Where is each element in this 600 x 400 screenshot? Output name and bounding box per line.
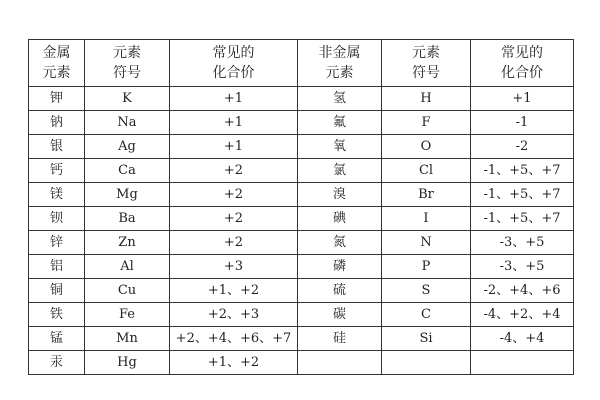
nonmetal-name-cell: 氯 (298, 159, 382, 183)
metal-name-cell: 镁 (29, 183, 85, 207)
nonmetal-symbol-cell: N (382, 231, 471, 255)
nonmetal-name-cell: 氧 (298, 135, 382, 159)
nonmetal-valence-cell: -1、+5、+7 (471, 183, 574, 207)
nonmetal-valence-cell: -1、+5、+7 (471, 159, 574, 183)
nonmetal-symbol-cell: S (382, 279, 471, 303)
metal-name-cell: 铜 (29, 279, 85, 303)
header-symbol-line-2: 符号 (113, 65, 141, 81)
header-nonmetal-valence-line-2: 化合价 (501, 65, 543, 81)
metal-name-cell: 钡 (29, 207, 85, 231)
nonmetal-name-cell (298, 351, 382, 375)
nonmetal-valence-cell: -2、+4、+6 (471, 279, 574, 303)
header-symbol-line-1: 元素 (113, 45, 141, 61)
metal-valence-cell: +1、+2 (170, 279, 298, 303)
table-row (29, 135, 574, 159)
metal-name-cell: 钙 (29, 159, 85, 183)
nonmetal-valence-cell (471, 351, 574, 375)
nonmetal-symbol-cell: I (382, 207, 471, 231)
table-row (29, 159, 574, 183)
metal-name-cell: 银 (29, 135, 85, 159)
nonmetal-symbol-cell: O (382, 135, 471, 159)
header-metal-symbol (85, 40, 170, 87)
header-metal-element (29, 40, 85, 87)
nonmetal-name-cell: 溴 (298, 183, 382, 207)
valence-table-body (29, 40, 574, 375)
metal-name-cell: 锌 (29, 231, 85, 255)
metal-valence-cell: +2 (170, 159, 298, 183)
nonmetal-symbol-cell: F (382, 111, 471, 135)
nonmetal-valence-cell: -1、+5、+7 (471, 207, 574, 231)
nonmetal-valence-cell: -4、+2、+4 (471, 303, 574, 327)
table-row (29, 207, 574, 231)
nonmetal-symbol-cell: Si (382, 327, 471, 351)
metal-symbol-cell: Zn (85, 231, 170, 255)
header-nonmetal-line-1: 非金属 (318, 45, 361, 61)
metal-name-cell: 钠 (29, 111, 85, 135)
metal-valence-cell: +1、+2 (170, 351, 298, 375)
metal-name-cell: 汞 (29, 351, 85, 375)
nonmetal-name-cell: 硫 (298, 279, 382, 303)
metal-valence-cell: +3 (170, 255, 298, 279)
metal-symbol-cell: Mg (85, 183, 170, 207)
header-row (29, 40, 574, 87)
header-nonmetal-symbol (382, 40, 471, 87)
nonmetal-symbol-cell: H (382, 87, 471, 111)
nonmetal-name-cell: 碳 (298, 303, 382, 327)
metal-symbol-cell: Fe (85, 303, 170, 327)
metal-symbol-cell: Hg (85, 351, 170, 375)
nonmetal-symbol-cell: Br (382, 183, 471, 207)
table-row (29, 351, 574, 375)
metal-symbol-cell: Al (85, 255, 170, 279)
metal-name-cell: 钾 (29, 87, 85, 111)
metal-valence-cell: +2 (170, 207, 298, 231)
table-row (29, 303, 574, 327)
metal-name-cell: 铁 (29, 303, 85, 327)
metal-valence-cell: +2、+3 (170, 303, 298, 327)
nonmetal-name-cell: 氟 (298, 111, 382, 135)
nonmetal-name-cell: 硅 (298, 327, 382, 351)
metal-valence-cell: +2 (170, 231, 298, 255)
metal-symbol-cell: Na (85, 111, 170, 135)
nonmetal-symbol-cell: C (382, 303, 471, 327)
nonmetal-valence-cell: -3、+5 (471, 255, 574, 279)
metal-valence-cell: +1 (170, 87, 298, 111)
header-nonmetal-symbol-line-1: 元素 (412, 45, 440, 61)
table-row (29, 183, 574, 207)
table-row (29, 231, 574, 255)
nonmetal-valence-cell: -4、+4 (471, 327, 574, 351)
table-row (29, 279, 574, 303)
table-row (29, 111, 574, 135)
header-nonmetal-line-2: 元素 (325, 65, 354, 81)
metal-symbol-cell: Mn (85, 327, 170, 351)
metal-valence-cell: +1 (170, 135, 298, 159)
metal-name-cell: 铝 (29, 255, 85, 279)
header-nonmetal-valence (471, 40, 574, 87)
header-nonmetal-element (298, 40, 382, 87)
metal-name-cell: 锰 (29, 327, 85, 351)
header-nonmetal-valence-line-1: 常见的 (501, 45, 543, 61)
table-row (29, 327, 574, 351)
header-valence-line-2: 化合价 (212, 65, 255, 81)
metal-valence-cell: +2、+4、+6、+7 (170, 327, 298, 351)
nonmetal-name-cell: 氮 (298, 231, 382, 255)
nonmetal-name-cell: 磷 (298, 255, 382, 279)
metal-symbol-cell: Ba (85, 207, 170, 231)
metal-symbol-cell: Cu (85, 279, 170, 303)
metal-symbol-cell: K (85, 87, 170, 111)
nonmetal-valence-cell: -3、+5 (471, 231, 574, 255)
nonmetal-symbol-cell: P (382, 255, 471, 279)
metal-valence-cell: +2 (170, 183, 298, 207)
nonmetal-name-cell: 碘 (298, 207, 382, 231)
nonmetal-symbol-cell: Cl (382, 159, 471, 183)
header-valence-line-1: 常见的 (212, 45, 255, 61)
header-metal-valence (170, 40, 298, 87)
nonmetal-valence-cell: +1 (471, 87, 574, 111)
metal-symbol-cell: Ca (85, 159, 170, 183)
nonmetal-valence-cell: -1 (471, 111, 574, 135)
nonmetal-symbol-cell (382, 351, 471, 375)
metal-symbol-cell: Ag (85, 135, 170, 159)
header-nonmetal-symbol-line-2: 符号 (412, 65, 440, 81)
nonmetal-name-cell: 氢 (298, 87, 382, 111)
header-metal-line-2: 元素 (42, 65, 71, 81)
table-row (29, 255, 574, 279)
header-metal-line-1: 金属 (42, 45, 71, 61)
nonmetal-valence-cell: -2 (471, 135, 574, 159)
metal-valence-cell: +1 (170, 111, 298, 135)
valence-table (28, 39, 574, 375)
table-row (29, 87, 574, 111)
